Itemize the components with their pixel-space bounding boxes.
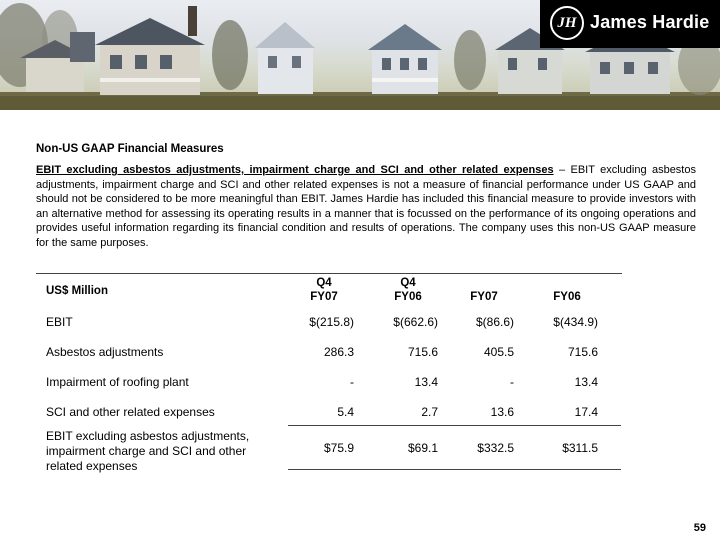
column-header-fy06: FY06 bbox=[553, 291, 581, 303]
row-label-asbestos: Asbestos adjustments bbox=[46, 345, 164, 359]
total-label-line: impairment charge and SCI and other bbox=[46, 444, 247, 458]
table-cell: $311.5 bbox=[562, 441, 598, 455]
brand-logo bbox=[540, 0, 720, 48]
column-header-q4-fy07 bbox=[294, 276, 354, 304]
table-cell: $(434.9) bbox=[553, 315, 598, 329]
row-label-impairment: Impairment of roofing plant bbox=[46, 375, 189, 389]
page-number: 59 bbox=[693, 522, 706, 534]
table-cell: 715.6 bbox=[567, 345, 598, 359]
row-label-ebit: EBIT bbox=[46, 315, 73, 329]
table-top-rule bbox=[36, 273, 622, 274]
column-header-line1: Q4 bbox=[400, 277, 416, 289]
column-header-line2: FY06 bbox=[394, 291, 422, 303]
table-cell: $75.9 bbox=[323, 441, 354, 455]
total-label-line: EBIT excluding asbestos adjustments, bbox=[46, 429, 250, 443]
logo-mark-icon bbox=[550, 6, 584, 40]
table-cell: 2.7 bbox=[421, 405, 438, 419]
table-cell: 715.6 bbox=[407, 345, 438, 359]
header-banner bbox=[0, 0, 720, 110]
unit-header: US$ Million bbox=[46, 285, 108, 297]
table-cell: 13.4 bbox=[414, 375, 438, 389]
table-cell: $332.5 bbox=[477, 441, 514, 455]
table-cell: 286.3 bbox=[323, 345, 354, 359]
table-cell: 13.6 bbox=[490, 405, 514, 419]
table-cell: - bbox=[350, 375, 354, 389]
brand-name: James Hardie bbox=[590, 12, 710, 32]
table-cell: - bbox=[510, 375, 514, 389]
column-header-line1: Q4 bbox=[316, 277, 332, 289]
paragraph-lead: EBIT excluding asbestos adjustments, impairment charge and SCI and other related expenses bbox=[36, 164, 554, 176]
table-cell: 5.4 bbox=[337, 405, 354, 419]
explanatory-paragraph bbox=[36, 163, 696, 251]
table-cell: $(86.6) bbox=[475, 315, 514, 329]
total-row-label bbox=[46, 429, 249, 474]
total-label-line: related expenses bbox=[46, 459, 138, 473]
paragraph-body: – EBIT excluding asbestos adjustments, impairment charge and SCI and other related expenses is not a measure of financial performance under US GAAP and should not be considered to be more meaningful than EBIT. James Hardie has included this financial measure to provide investors with an alternative method for assessing its operating results in a manner that is focussed on the performance of its ongoing operations and provides useful information regarding its financial condition and results of operations. The company uses this non-US GAAP measure for the same purposes. bbox=[36, 164, 696, 249]
table-cell: 13.4 bbox=[574, 375, 598, 389]
table-cell: $69.1 bbox=[407, 441, 438, 455]
total-bottom-rule bbox=[288, 469, 621, 470]
table-cell: $(662.6) bbox=[393, 315, 438, 329]
table-cell: 405.5 bbox=[483, 345, 514, 359]
row-label-sci: SCI and other related expenses bbox=[46, 405, 215, 419]
column-header-q4-fy06 bbox=[378, 276, 438, 304]
table-cell: 17.4 bbox=[574, 405, 598, 419]
subtotal-rule bbox=[288, 425, 621, 426]
column-header-line2: FY07 bbox=[310, 291, 338, 303]
section-title: Non-US GAAP Financial Measures bbox=[36, 143, 224, 155]
table-cell: $(215.8) bbox=[309, 315, 354, 329]
logo-initials: JH bbox=[557, 15, 577, 31]
column-header-fy07: FY07 bbox=[470, 291, 498, 303]
